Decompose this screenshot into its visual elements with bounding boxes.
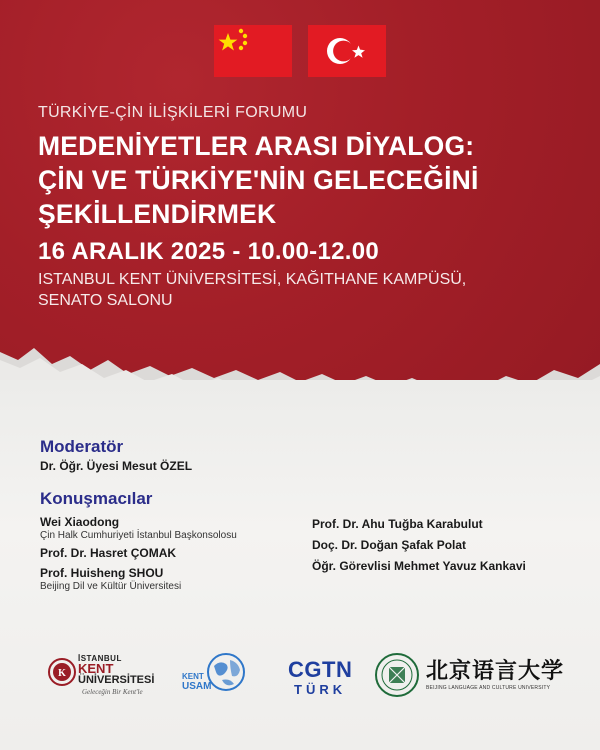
blcu-chinese-name: 北京语言大学 bbox=[426, 659, 565, 684]
turk-logo-text: TÜRK bbox=[294, 682, 347, 697]
speaker-name: Prof. Huisheng SHOU bbox=[40, 566, 164, 580]
kent-logo-bottom: ÜNİVERSİTESİ bbox=[78, 674, 155, 686]
cgtn-logo-text: CGTN bbox=[288, 657, 353, 682]
speaker-name: Prof. Dr. Hasret ÇOMAK bbox=[40, 546, 177, 560]
kent-logo-top: İSTANBUL bbox=[78, 654, 122, 663]
kent-shield-icon bbox=[48, 656, 76, 688]
usam-logo-line1: KENT bbox=[182, 672, 204, 681]
event-venue bbox=[38, 269, 538, 311]
forum-label: TÜRKİYE-ÇİN İLİŞKİLERİ FORUMU bbox=[38, 104, 308, 121]
kent-logo-slogan: Geleceğin Bir Kent'le bbox=[82, 688, 143, 696]
blcu-english-name: BEIJING LANGUAGE AND CULTURE UNIVERSITY bbox=[426, 685, 551, 691]
moderator-heading: Moderatör bbox=[40, 437, 124, 456]
speaker-role: Çin Halk Cumhuriyeti İstanbul Başkonsolosu bbox=[40, 530, 237, 541]
turkey-flag-icon bbox=[308, 25, 386, 77]
kent-logo-mid: KENT bbox=[78, 661, 114, 676]
event-title bbox=[38, 129, 479, 231]
speaker-name: Öğr. Görevlisi Mehmet Yavuz Kankavi bbox=[312, 559, 526, 573]
svg-text:K: K bbox=[58, 668, 66, 679]
kent-usam-logo bbox=[180, 652, 250, 702]
title-line-3: ŞEKİLLENDİRMEK bbox=[38, 199, 277, 229]
usam-logo-line2: USAM bbox=[182, 681, 212, 692]
speaker-name: Prof. Dr. Ahu Tuğba Karabulut bbox=[312, 517, 483, 531]
venue-line-2: SENATO SALONU bbox=[38, 292, 173, 309]
china-flag-icon bbox=[214, 25, 292, 77]
venue-line-1: ISTANBUL KENT ÜNİVERSİTESİ, KAĞITHANE KAMPÜSÜ, bbox=[38, 271, 467, 288]
event-date: 16 ARALIK 2025 - 10.00-12.00 bbox=[38, 238, 380, 265]
moderator-name: Dr. Öğr. Üyesi Mesut ÖZEL bbox=[40, 459, 193, 473]
title-line-2: ÇİN VE TÜRKİYE'NİN GELECEĞİNİ bbox=[38, 165, 479, 195]
speaker-name: Doç. Dr. Doğan Şafak Polat bbox=[312, 538, 467, 552]
istanbul-kent-university-logo bbox=[48, 654, 166, 700]
blcu-seal-icon bbox=[374, 652, 420, 698]
speaker-name: Wei Xiaodong bbox=[40, 515, 120, 529]
speakers-heading: Konuşmacılar bbox=[40, 489, 153, 508]
title-line-1: MEDENİYETLER ARASI DİYALOG: bbox=[38, 131, 475, 161]
cgtn-turk-logo bbox=[288, 657, 360, 701]
blcu-logo bbox=[374, 652, 564, 702]
speaker-role: Beijing Dil ve Kültür Üniversitesi bbox=[40, 581, 182, 592]
